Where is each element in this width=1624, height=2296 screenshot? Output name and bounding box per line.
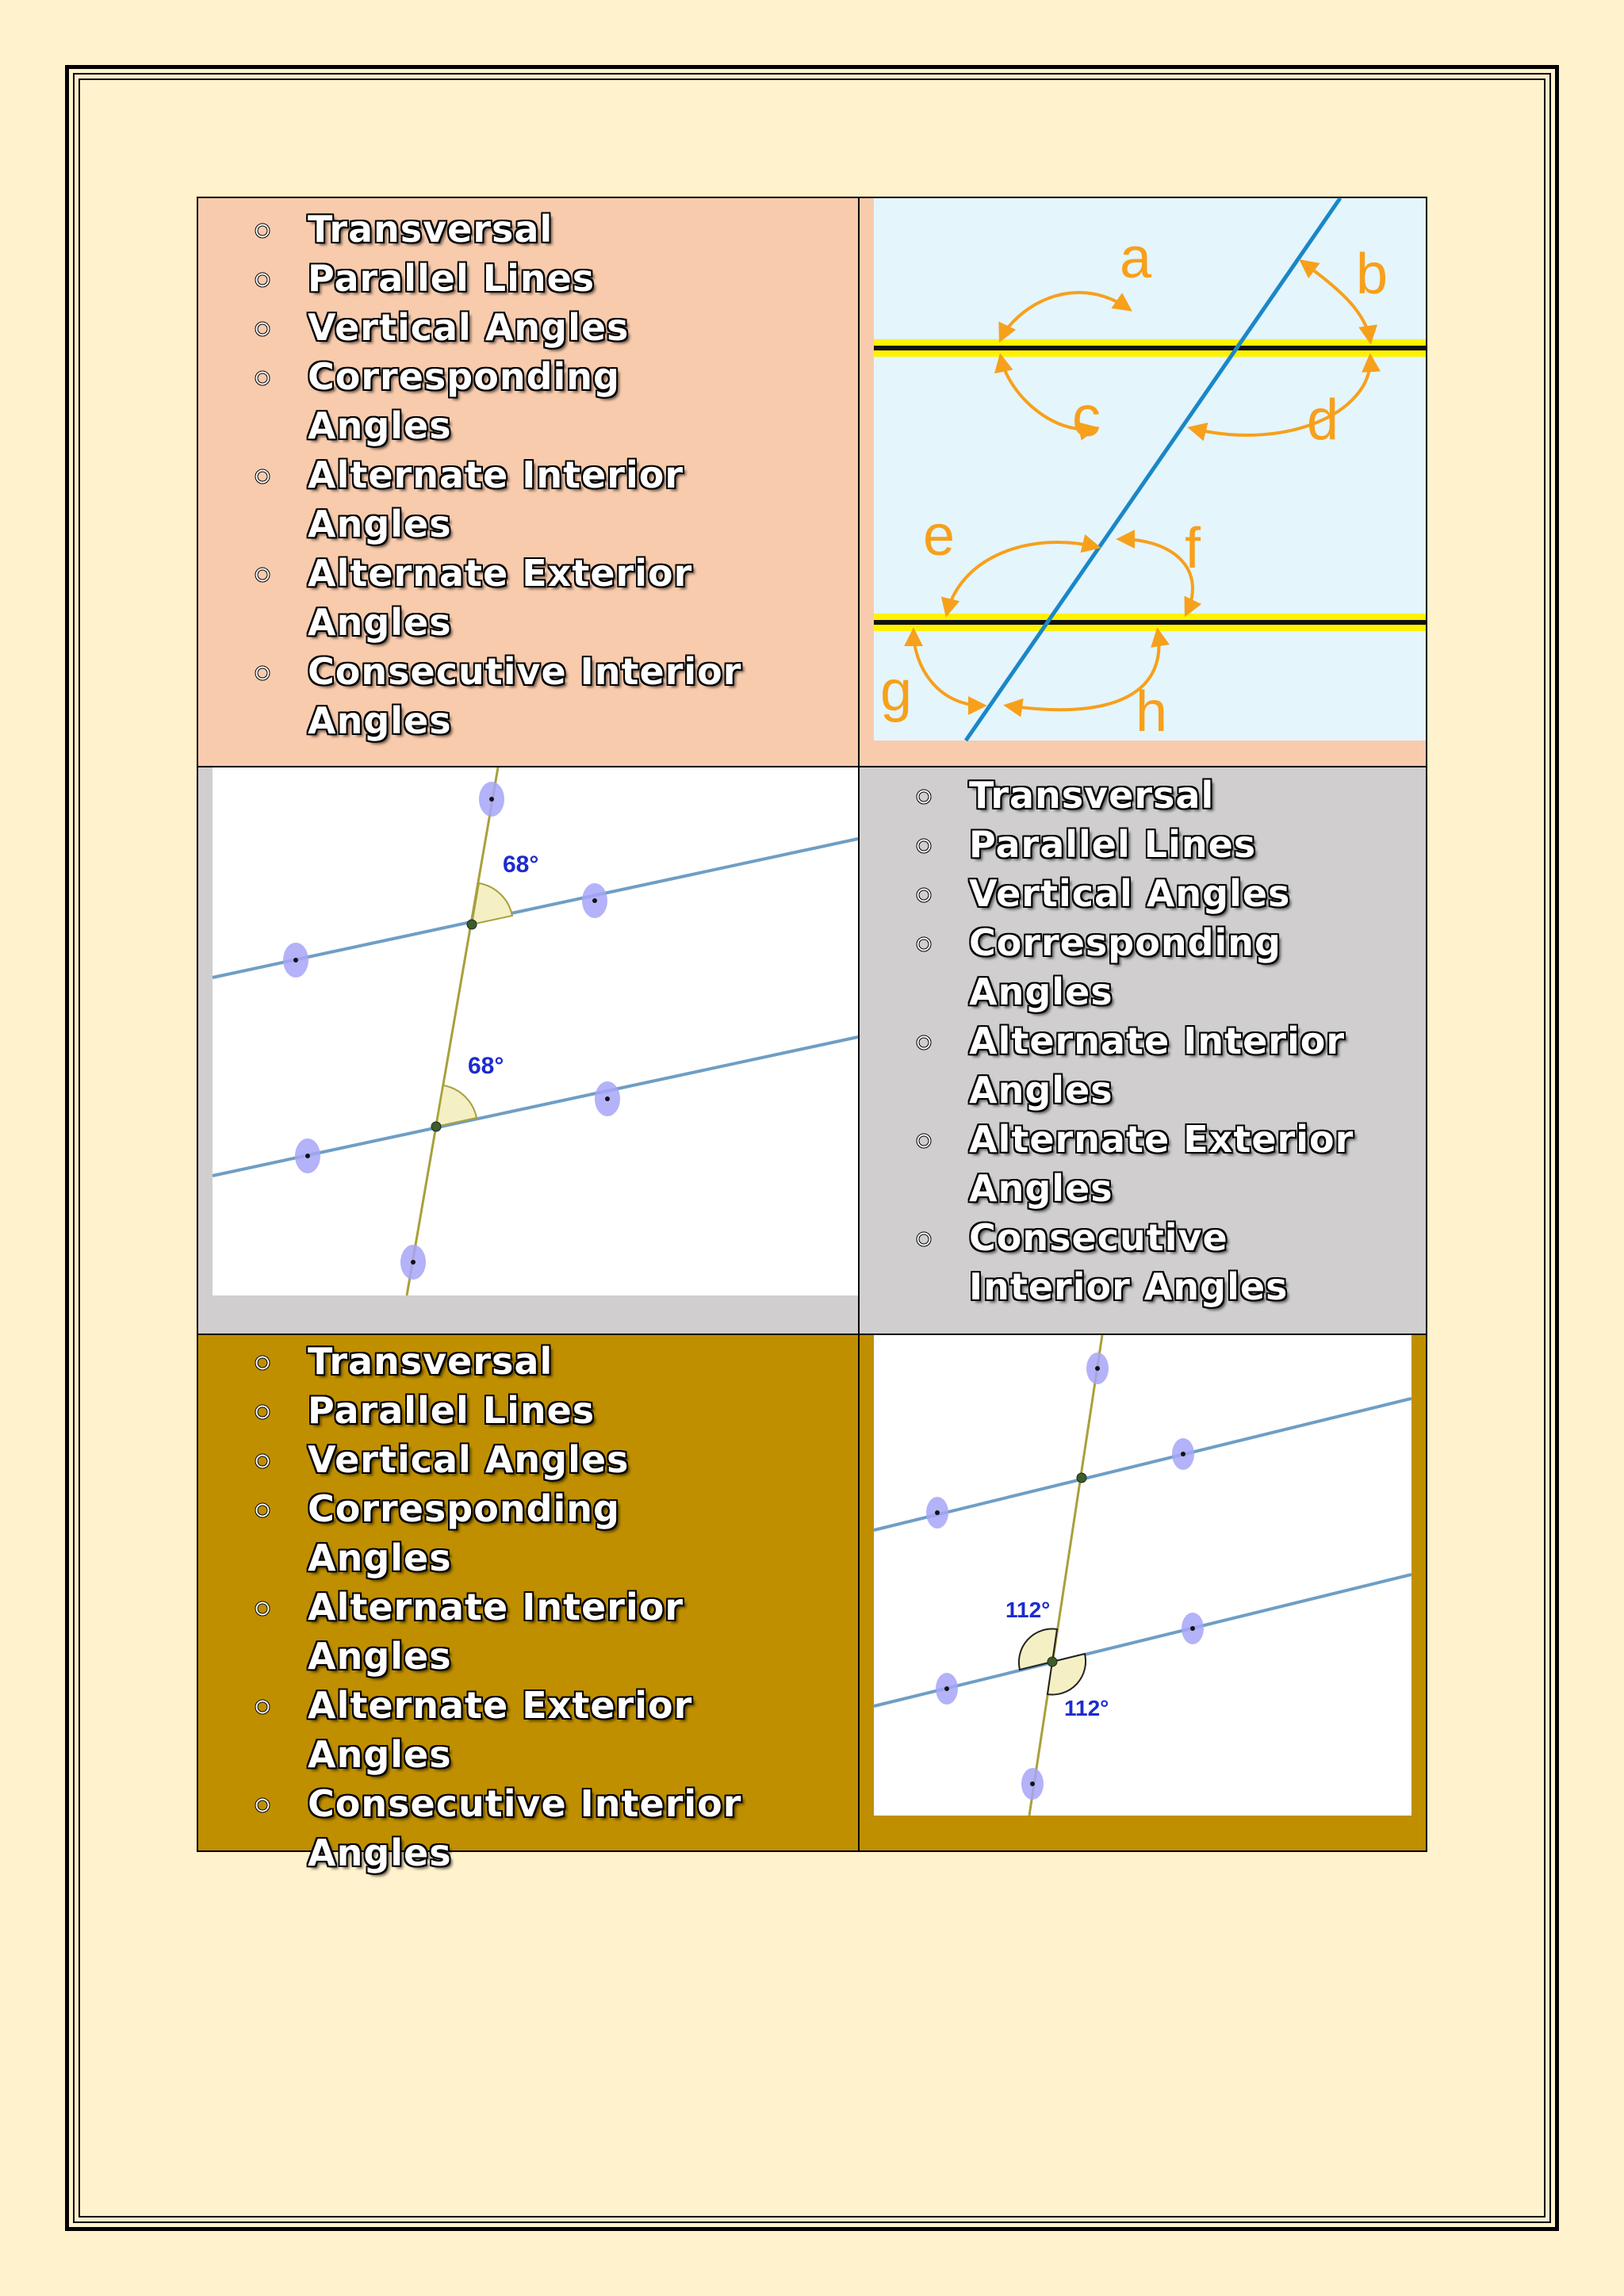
term-label: Corresponding Angles — [969, 921, 1281, 1013]
letters-diagram-panel — [860, 198, 1426, 767]
hollow-circle-bullet-icon — [254, 1797, 271, 1814]
term-item — [254, 1435, 761, 1484]
intersection-point — [467, 920, 477, 929]
term-item — [254, 1582, 761, 1681]
term-label: Alternate Interior Angles — [969, 1020, 1346, 1112]
hollow-circle-bullet-icon — [254, 468, 271, 485]
term-item — [254, 303, 761, 352]
term-item — [915, 1016, 1407, 1115]
terms-list-3 — [254, 1337, 761, 1877]
point-dot — [935, 1510, 940, 1515]
hollow-circle-bullet-icon — [254, 1502, 271, 1519]
terms-panel-1 — [198, 198, 860, 767]
term-item — [254, 1779, 761, 1877]
point-dot — [592, 898, 597, 903]
term-label: Consecutive Interior Angles — [308, 1782, 742, 1874]
term-label: Transversal — [308, 1340, 553, 1383]
term-label: Consecutive Interior Angles — [969, 1216, 1289, 1308]
angle-letter-e: e — [923, 504, 956, 568]
hollow-circle-bullet-icon — [254, 1354, 271, 1372]
term-item — [254, 1386, 761, 1435]
term-item — [254, 254, 761, 303]
angle-letter-h: h — [1136, 680, 1168, 744]
hollow-circle-bullet-icon — [254, 320, 271, 338]
diagram-background — [874, 1335, 1411, 1816]
intersection-point — [431, 1122, 441, 1131]
point-dot — [1030, 1781, 1035, 1786]
angle-label-lower: 68° — [468, 1053, 504, 1079]
point-dot — [1190, 1626, 1195, 1631]
term-label: Corresponding Angles — [308, 1487, 620, 1579]
hollow-circle-bullet-icon — [915, 1132, 933, 1150]
angle-letter-f: f — [1185, 517, 1201, 580]
term-item — [254, 549, 761, 647]
term-label: Corresponding Angles — [308, 355, 620, 447]
angle-letter-d: d — [1307, 388, 1339, 452]
term-item — [254, 1484, 761, 1582]
hollow-circle-bullet-icon — [254, 664, 271, 682]
hollow-circle-bullet-icon — [254, 1600, 271, 1617]
hollow-circle-bullet-icon — [915, 788, 933, 806]
term-item — [915, 918, 1310, 1016]
hollow-circle-bullet-icon — [254, 1403, 271, 1421]
corresponding-angles-68-diagram — [213, 767, 858, 1295]
term-label: Alternate Exterior Angles — [969, 1118, 1354, 1210]
diagram-background — [213, 767, 858, 1295]
point-dot — [605, 1096, 610, 1101]
term-label: Alternate Exterior Angles — [308, 1684, 693, 1776]
hollow-circle-bullet-icon — [254, 222, 271, 239]
diagram-112-panel — [860, 1335, 1426, 1850]
hollow-circle-bullet-icon — [915, 1034, 933, 1051]
term-label: Vertical Angles — [969, 872, 1291, 915]
worksheet-table — [197, 197, 1427, 1874]
point-dot — [305, 1154, 310, 1158]
hollow-circle-bullet-icon — [254, 566, 271, 584]
terms-list-1 — [254, 205, 761, 745]
term-label: Consecutive Interior Angles — [308, 650, 742, 742]
term-label: Alternate Exterior Angles — [308, 552, 693, 644]
transversal-letters-diagram — [874, 198, 1426, 744]
term-item — [254, 647, 761, 745]
intersection-point — [1048, 1657, 1057, 1667]
term-label: Alternate Interior Angles — [308, 453, 684, 545]
term-item — [254, 352, 761, 450]
term-label: Transversal — [969, 774, 1215, 817]
term-label: Vertical Angles — [308, 1438, 630, 1481]
terms-panel-2 — [860, 767, 1426, 1335]
term-label: Transversal — [308, 208, 553, 251]
angle-letter-c: c — [1072, 385, 1101, 449]
point-dot — [411, 1260, 416, 1265]
point-dot — [944, 1686, 949, 1691]
term-item — [254, 450, 761, 549]
hollow-circle-bullet-icon — [915, 886, 933, 904]
term-item — [915, 771, 1407, 820]
term-label: Alternate Interior Angles — [308, 1586, 684, 1678]
angle-letter-g: g — [880, 660, 913, 723]
term-item — [915, 869, 1407, 918]
point-dot — [1095, 1366, 1100, 1371]
diagram-68-panel — [198, 767, 860, 1335]
term-label: Vertical Angles — [308, 306, 630, 349]
terms-panel-3 — [198, 1335, 860, 1874]
terms-list-2 — [915, 771, 1407, 1311]
hollow-circle-bullet-icon — [254, 369, 271, 387]
term-item — [915, 1213, 1326, 1311]
term-item — [254, 205, 761, 254]
point-dot — [1181, 1452, 1185, 1456]
angle-label-upper: 112° — [1005, 1598, 1051, 1622]
term-label: Parallel Lines — [969, 823, 1257, 866]
angle-label-upper: 68° — [503, 851, 539, 878]
vertical-angles-112-diagram — [874, 1335, 1411, 1816]
term-label: Parallel Lines — [308, 257, 596, 300]
angle-letter-a: a — [1120, 227, 1152, 290]
hollow-circle-bullet-icon — [254, 271, 271, 289]
hollow-circle-bullet-icon — [915, 1230, 933, 1248]
hollow-circle-bullet-icon — [915, 936, 933, 953]
point-dot — [293, 958, 298, 962]
angle-label-lower: 112° — [1064, 1696, 1109, 1720]
point-dot — [489, 797, 494, 802]
term-item — [915, 820, 1407, 869]
angle-letter-b: b — [1356, 243, 1388, 306]
hollow-circle-bullet-icon — [915, 837, 933, 855]
hollow-circle-bullet-icon — [254, 1698, 271, 1716]
intersection-point — [1077, 1473, 1086, 1483]
hollow-circle-bullet-icon — [254, 1452, 271, 1470]
term-item — [915, 1115, 1407, 1213]
term-item — [254, 1337, 761, 1386]
term-label: Parallel Lines — [308, 1389, 596, 1432]
term-item — [254, 1681, 761, 1779]
